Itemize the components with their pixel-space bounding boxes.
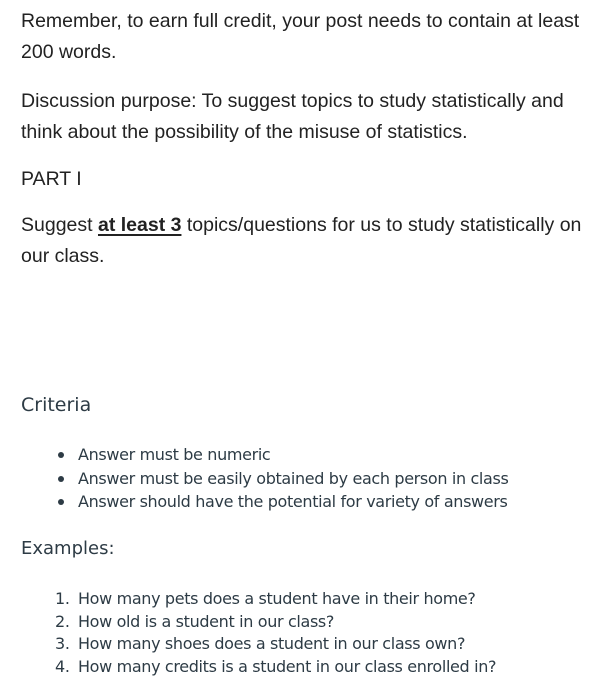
- list-item: [55, 588, 496, 611]
- criteria-list: [55, 443, 508, 514]
- word-count-reminder: Remember, to earn full credit, your post needs to contain at least 200 words.: [21, 10, 580, 63]
- item-text: How many credits is a student in our class enrolled in?: [78, 656, 497, 676]
- part-title: PART I: [21, 168, 82, 190]
- list-item: [55, 656, 496, 679]
- suggest-suffix: topics/questions for us to study statistically on our class.: [21, 214, 582, 267]
- item-number: 2.: [55, 611, 70, 631]
- examples-heading: Examples:: [21, 538, 115, 559]
- item-text: How old is a student in our class?: [78, 611, 335, 631]
- item-number: 3.: [55, 634, 70, 653]
- examples-list: [55, 588, 496, 678]
- item-number: 1.: [55, 589, 70, 608]
- list-item: [55, 611, 496, 634]
- list-item: [55, 633, 496, 656]
- item-text: How many shoes does a student in our class own?: [78, 634, 466, 653]
- criteria-heading: Criteria: [21, 394, 92, 416]
- item-number: 4.: [55, 656, 70, 676]
- list-item: Answer must be easily obtained by each person in class: [55, 467, 508, 491]
- suggest-emphasis: at least 3: [97, 214, 182, 236]
- suggest-instruction: [21, 210, 601, 272]
- discussion-purpose: Discussion purpose: To suggest topics to study statistically and think about the possibility of the misuse of statistics.: [21, 90, 564, 143]
- item-text: How many pets does a student have in their home?: [78, 589, 476, 608]
- list-item: Answer must be numeric: [55, 443, 508, 467]
- list-item: Answer should have the potential for variety of answers: [55, 490, 508, 514]
- suggest-prefix: Suggest: [21, 214, 98, 236]
